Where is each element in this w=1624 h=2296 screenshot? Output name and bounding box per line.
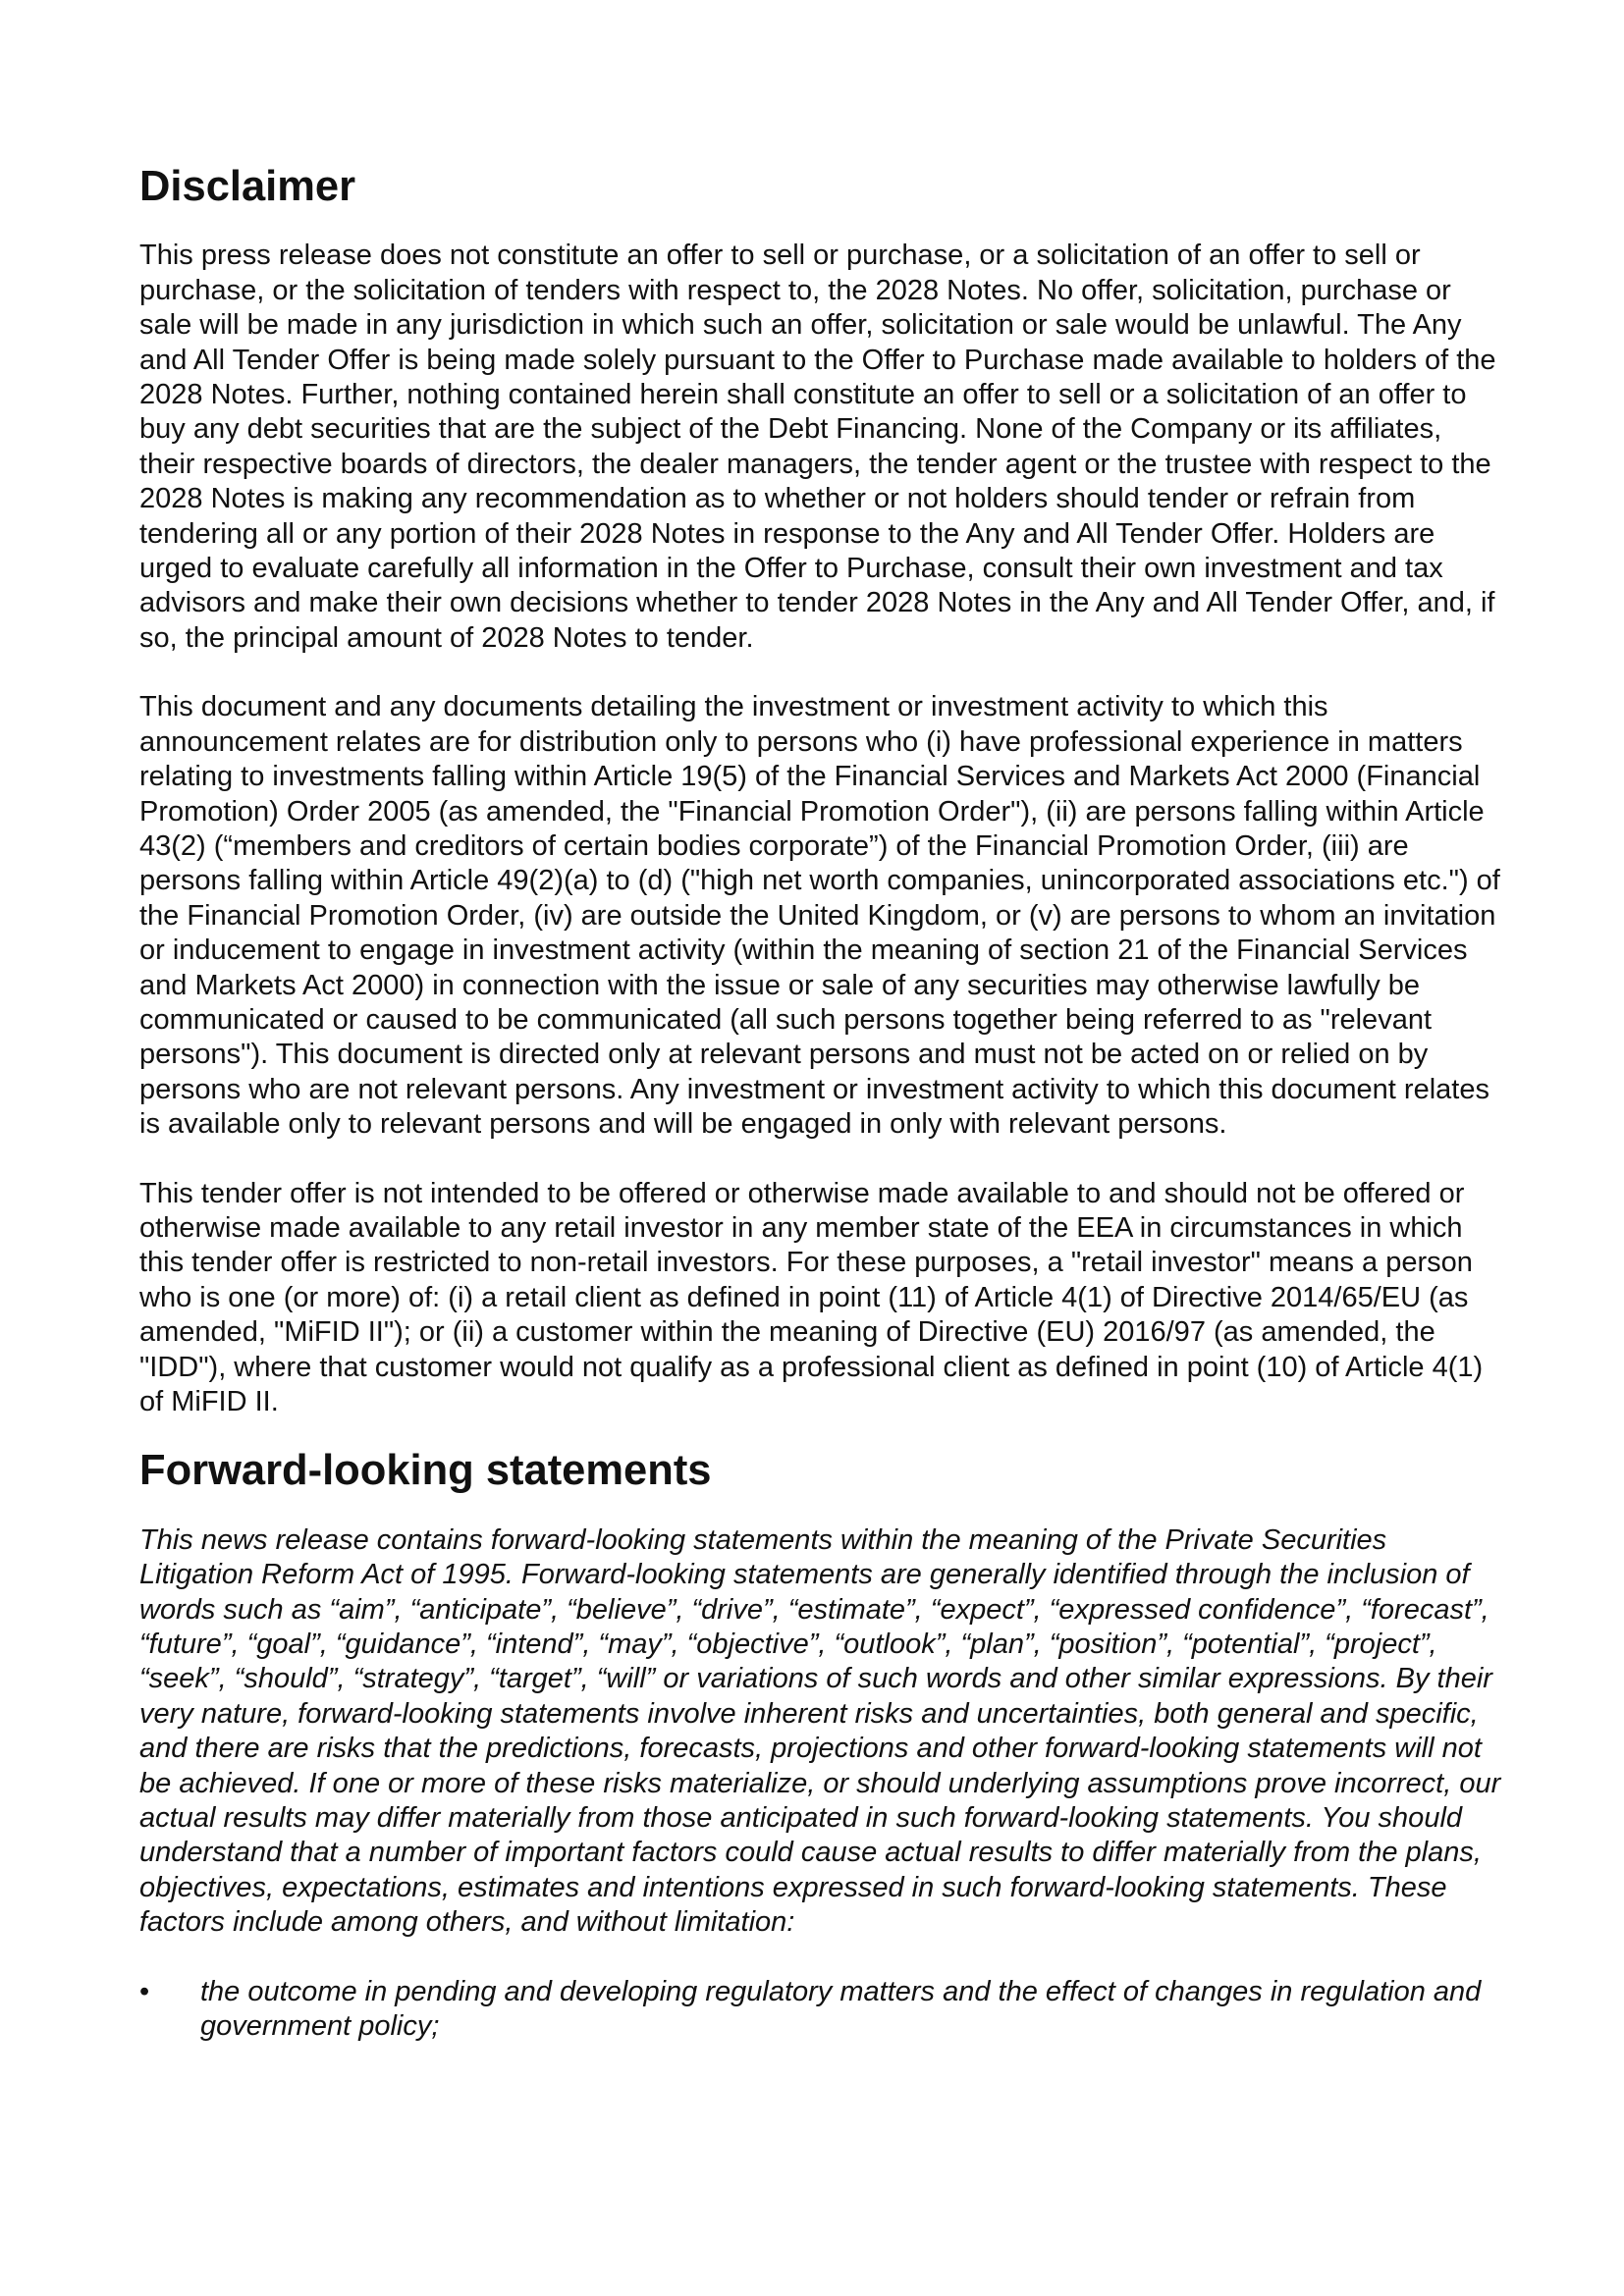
forward-looking-heading: Forward-looking statements <box>139 1447 712 1495</box>
bullet-icon: • <box>139 1975 150 2007</box>
document-page <box>139 163 1504 2045</box>
risk-factor-item <box>139 1975 1504 2045</box>
disclaimer-paragraph-1: This press release does not constitute an offer to sell or purchase, or a solicitation of an offer to sell or purchase, or the solicitation of tenders with respect to, the 2028 Notes. No offer, solicitation, purchase or sale will be made in any jurisdiction in which such an offer, solicitation or sale would be unlawful. The Any and All Tender Offer is being made solely pursuant to the Offer to Purchase made available to holders of the 2028 Notes. Further, nothing contained herein shall constitute an offer to sell or a solicitation of an offer to buy any debt securities that are the subject of the Debt Financing. None of the Company or its affiliates, their respective boards of directors, the dealer managers, the tender agent or the trustee with respect to the 2028 Notes is making any recommendation as to whether or not holders should tender or refrain from tendering all or any portion of their 2028 Notes in response to the Any and All Tender Offer. Holders are urged to evaluate carefully all information in the Offer to Purchase, consult their own investment and tax advisors and make their own decisions whether to tender 2028 Notes in the Any and All Tender Offer, and, if so, the principal amount of 2028 Notes to tender. <box>139 240 1496 654</box>
disclaimer-paragraph-3: This tender offer is not intended to be offered or otherwise made available to and should not be offered or otherwise made available to any retail investor in any member state of the EEA in circumstances in which this tender offer is restricted to non-retail investors. For these purposes, a "retail investor" means a person who is one (or more) of: (i) a retail client as defined in point (11) of Article 4(1) of Directive 2014/65/EU (as amended, "MiFID II"); or (ii) a customer within the meaning of Directive (EU) 2016/97 (as amended, the "IDD"), where that customer would not qualify as a professional client as defined in point (10) of Article 4(1) of MiFID II. <box>139 1177 1484 1417</box>
risk-factor-text: the outcome in pending and developing regulatory matters and the effect of changes in regulation and government policy; <box>200 1975 1482 2043</box>
forward-looking-paragraph: This news release contains forward-looking statements within the meaning of the Private Securities Litigation Reform Act of 1995. Forward-looking statements are generally identified through the inclusion of words such as “aim”, “anticipate”, “believe”, “drive”, “estimate”, “expect”, “expressed confidence”, “forecast”, “future”, “goal”, “guidance”, “intend”, “may”, “objective”, “outlook”, “plan”, “position”, “potential”, “project”, “seek”, “should”, “strategy”, “target”, “will” or variations of such words and other similar expressions. By their very nature, forward-looking statements involve inherent risks and uncertainties, both general and specific, and there are risks that the predictions, forecasts, projections and other forward-looking statements will not be achieved. If one or more of these risks materialize, or should underlying assumptions prove incorrect, our actual results may differ materially from those anticipated in such forward-looking statements. You should understand that a number of important factors could cause actual results to differ materially from the plans, objectives, expectations, estimates and intentions expressed in such forward-looking statements. These factors include among others, and without limitation: <box>139 1523 1501 1939</box>
risk-factor-list <box>139 1975 1504 2045</box>
disclaimer-heading: Disclaimer <box>139 163 356 210</box>
disclaimer-paragraph-2: This document and any documents detailing the investment or investment activity to which this announcement relates are for distribution only to persons who (i) have professional experience in matters relating to investments falling within Article 19(5) of the Financial Services and Markets Act 2000 (Financial Promotion) Order 2005 (as amended, the "Financial Promotion Order"), (ii) are persons falling within Article 43(2) (“members and creditors of certain bodies corporate”) of the Financial Promotion Order, (iii) are persons falling within Article 49(2)(a) to (d) ("high net worth companies, unincorporated associations etc.") of the Financial Promotion Order, (iv) are outside the United Kingdom, or (v) are persons to whom an invitation or inducement to engage in investment activity (within the meaning of section 21 of the Financial Services and Markets Act 2000) in connection with the issue or sale of any securities may otherwise lawfully be communicated or caused to be communicated (all such persons together being referred to as "relevant persons"). This document is directed only at relevant persons and must not be acted on or relied on by persons who are not relevant persons. Any investment or investment activity to which this document relates is available only to relevant persons and will be engaged in only with relevant persons. <box>139 691 1500 1141</box>
